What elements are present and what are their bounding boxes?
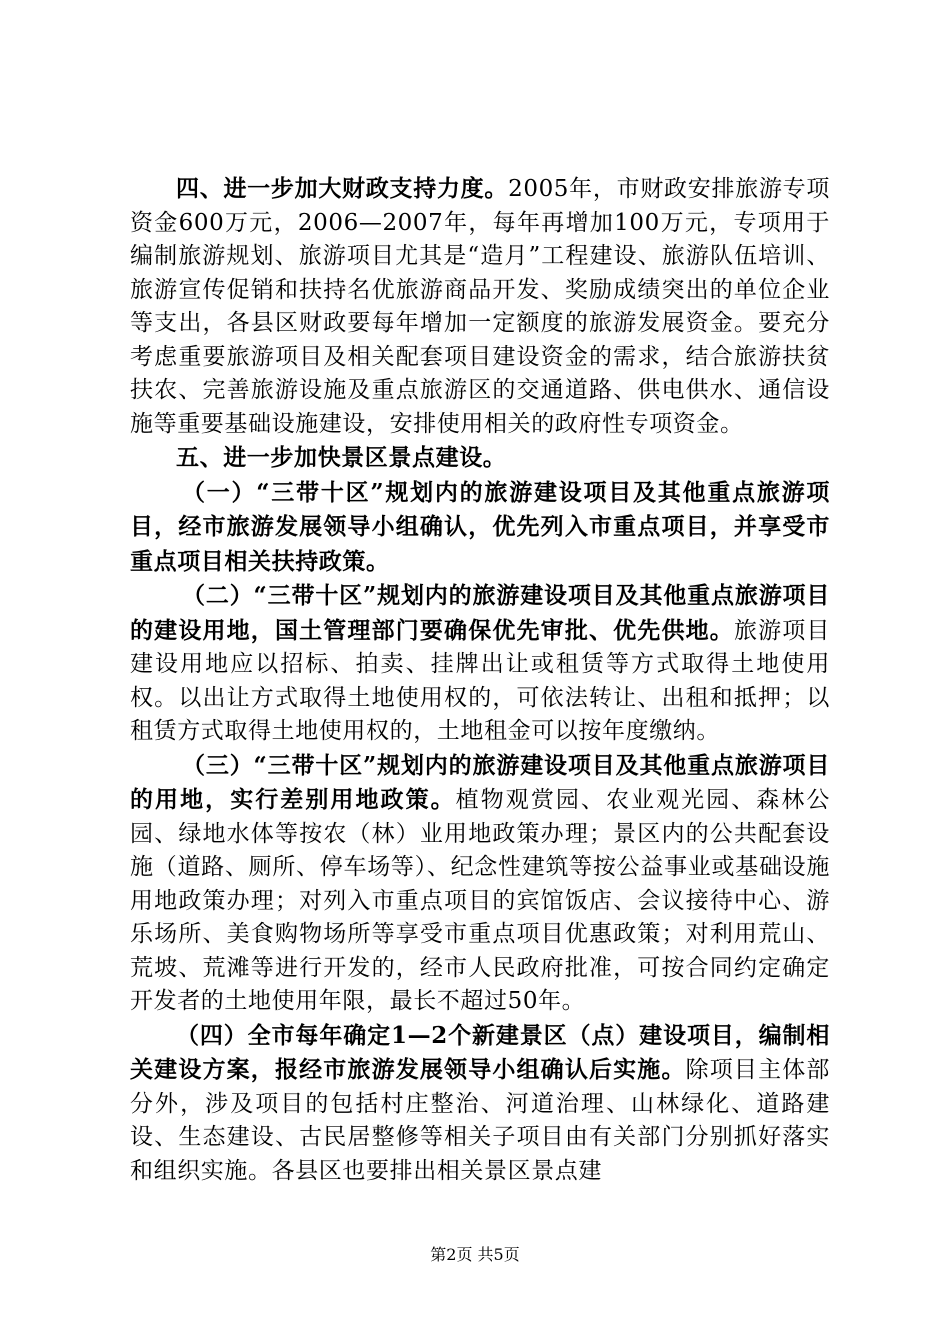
paragraph-item-2 bbox=[130, 579, 830, 749]
page-footer: 第2页 共5页 bbox=[430, 1245, 520, 1264]
paragraph-finance-support bbox=[130, 172, 830, 441]
paragraph-item-4 bbox=[130, 1019, 830, 1189]
paragraph-heading: （二）“三带十区”规划内的旅游建设项目及其他重点旅游项目的建设用地，国土管理部门要确保优先审批、优先供地。 bbox=[130, 582, 830, 644]
paragraph-scenic-construction bbox=[130, 441, 830, 476]
paragraph-text: 旅游项目建设用地应以招标、拍卖、挂牌出让或租赁等方式取得土地使用权。以出让方式取得土地使用权的，可依法转让、出租和抵押；以租赁方式取得土地使用权的，土地租金可以按年度缴纳。 bbox=[130, 617, 831, 744]
paragraph-text: 除项目主体部分外，涉及项目的包括村庄整治、河道治理、山林绿化、道路建设、生态建设、古民居整修等相关子项目由有关部门分别抓好落实和组织实施。各县区也要排出相关景区景点建 bbox=[130, 1057, 830, 1184]
paragraph-text: 植物观赏园、农业观光园、森林公园、绿地水体等按农（林）业用地政策办理；景区内的公共配套设施（道路、厕所、停车场等）、纪念性建筑等按公益事业或基础设施用地政策办理；对列入市重点项目的宾馆饭店、会议接待中心、游乐场所、美食购物场所等享受市重点项目优惠政策；对利用荒山、荒坡、荒滩等进行开发的，经市人民政府批准，可按合同约定确定开发者的土地使用年限，最长不超过50年。 bbox=[130, 787, 830, 1014]
document-body bbox=[130, 172, 830, 1188]
paragraph-heading: 四、进一步加大财政支持力度。 bbox=[176, 175, 509, 202]
paragraph-heading: （三）“三带十区”规划内的旅游建设项目及其他重点旅游项目的用地，实行差别用地政策。 bbox=[130, 751, 830, 813]
paragraph-text: 2005年，市财政安排旅游专项资金600万元，2006—2007年，每年再增加100万元，专项用于编制旅游规划、旅游项目尤其是“造月”工程建设、旅游队伍培训、旅游宣传促销和扶持名优旅游商品开发、奖励成绩突出的单位企业等支出，各县区财政要每年增加一定额度的旅游发展资金。要充分考虑重要旅游项目及相关配套项目建设资金的需求，结合旅游扶贫扶农、完善旅游设施及重点旅游区的交通道路、供电供水、通信设施等重要基础设施建设，安排使用相关的政府性专项资金。 bbox=[130, 176, 830, 437]
paragraph-item-3 bbox=[130, 749, 830, 1019]
paragraph-heading: （四）全市每年确定1—2个新建景区（点）建设项目，编制相关建设方案，报经市旅游发展领导小组确认后实施。 bbox=[130, 1021, 830, 1083]
paragraph-heading: 五、进一步加快景区景点建设。 bbox=[176, 444, 507, 471]
paragraph-heading: （一）“三带十区”规划内的旅游建设项目及其他重点旅游项目，经市旅游发展领导小组确认，优先列入市重点项目，并享受市重点项目相关扶持政策。 bbox=[130, 478, 830, 575]
paragraph-item-1 bbox=[130, 476, 830, 580]
